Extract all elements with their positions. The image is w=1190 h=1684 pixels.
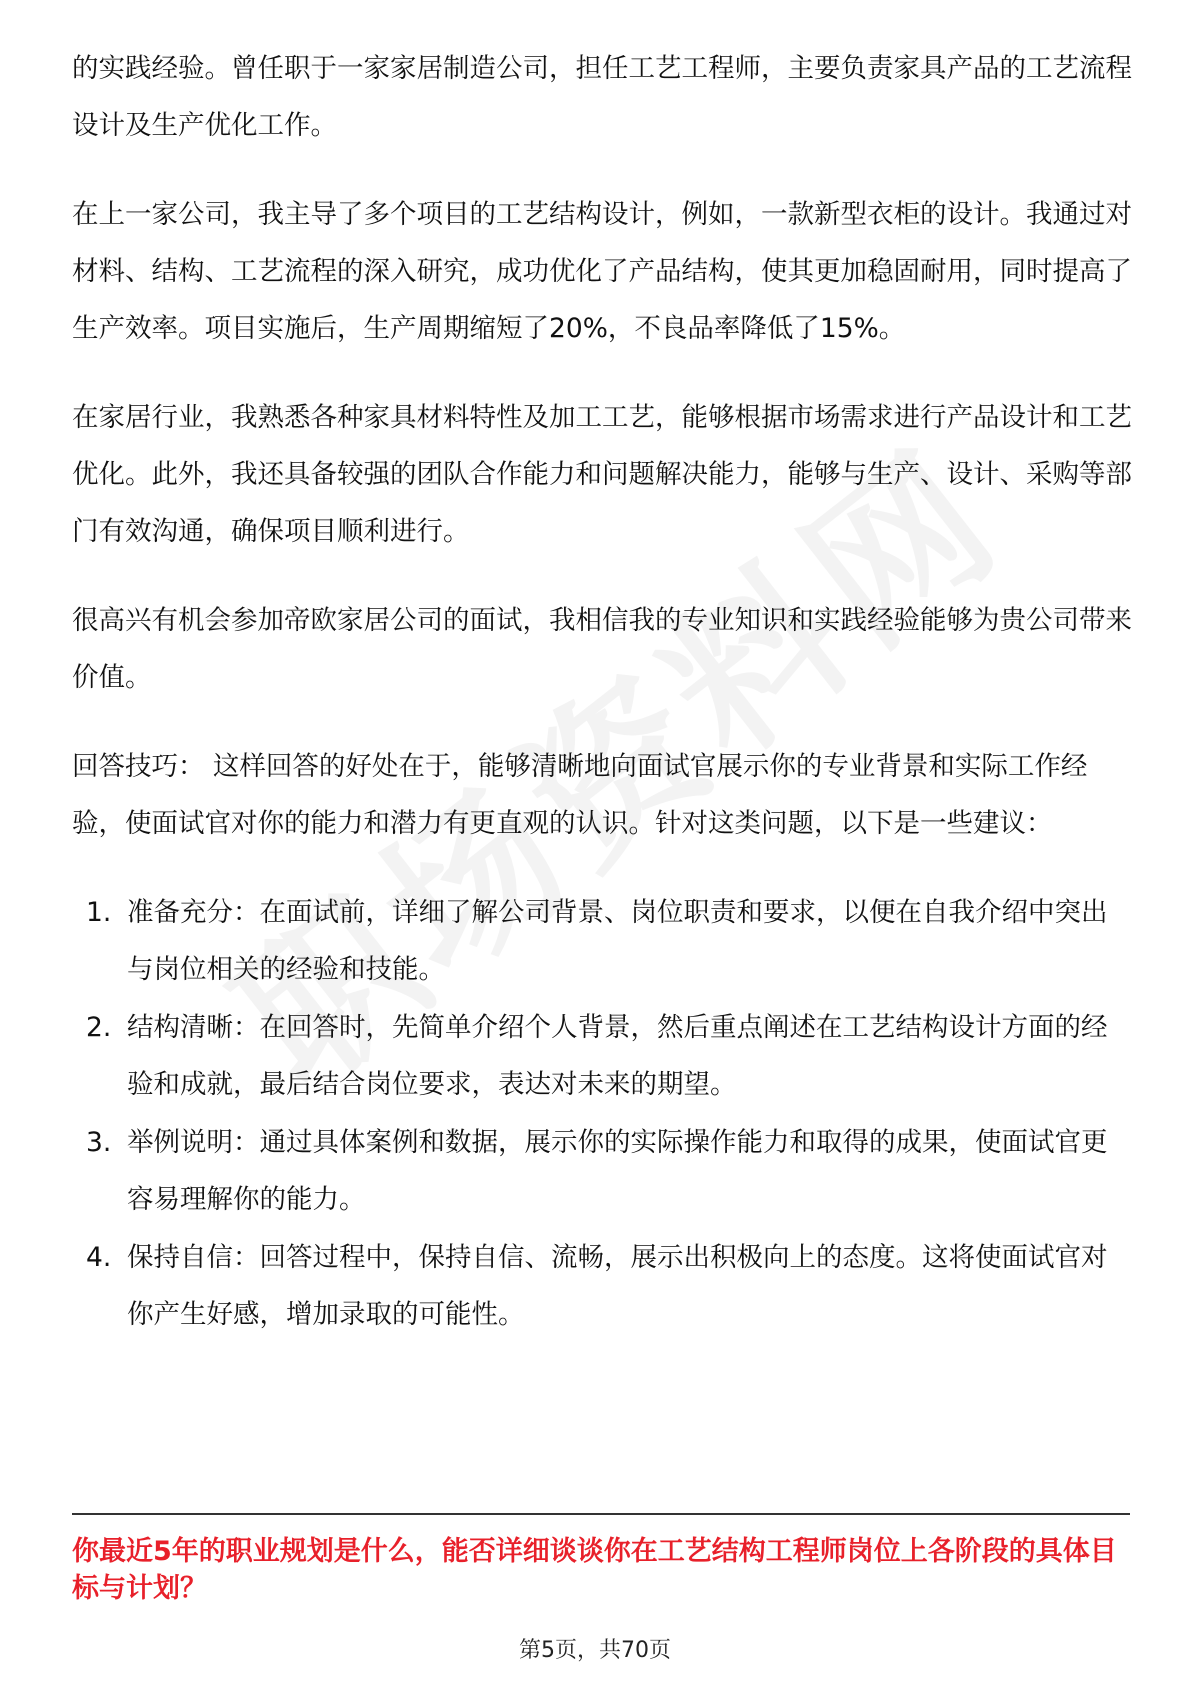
next-question-heading: 你最近5年的职业规划是什么，能否详细谈谈你在工艺结构工程师岗位上各阶段的具体目标与计划？ (72, 1536, 1117, 1604)
list-item-text: 举例说明：通过具体案例和数据，展示你的实际操作能力和取得的成果，使面试官更容易理解你的能力。 (127, 1127, 1108, 1215)
paragraph-closing: 很高兴有机会参加帝欧家居公司的面试，我相信我的专业知识和实践经验能够为贵公司带来价值。 (72, 605, 1132, 693)
list-item (72, 884, 1132, 998)
paragraph-industry-skills: 在家居行业，我熟悉各种家具材料特性及加工工艺，能够根据市场需求进行产品设计和工艺优化。此外，我还具备较强的团队合作能力和问题解决能力，能够与生产、设计、采购等部门有效沟通，确保项目顺利进行。 (72, 402, 1132, 547)
paragraph-answer-tips: 回答技巧： 这样回答的好处在于，能够清晰地向面试官展示你的专业背景和实际工作经验，使面试官对你的能力和潜力有更直观的认识。针对这类问题，以下是一些建议： (72, 751, 1088, 839)
list-item-text: 结构清晰：在回答时，先简单介绍个人背景，然后重点阐述在工艺结构设计方面的经验和成就，最后结合岗位要求，表达对未来的期望。 (127, 1012, 1108, 1100)
list-item (72, 1229, 1132, 1343)
paragraph-project-experience: 在上一家公司，我主导了多个项目的工艺结构设计，例如，一款新型衣柜的设计。我通过对材料、结构、工艺流程的深入研究，成功优化了产品结构，使其更加稳固耐用，同时提高了生产效率。项目实施后，生产周期缩短了20%，不良品率降低了15%。 (72, 199, 1132, 344)
section-divider (72, 1513, 1130, 1515)
document-body (72, 40, 1132, 1344)
list-item-text: 保持自信：回答过程中，保持自信、流畅，展示出积极向上的态度。这将使面试官对你产生好感，增加录取的可能性。 (127, 1242, 1108, 1330)
list-item (72, 1114, 1132, 1228)
paragraph-experience-intro: 的实践经验。曾任职于一家家居制造公司，担任工艺工程师，主要负责家具产品的工艺流程设计及生产优化工作。 (72, 53, 1132, 141)
list-item-number: 1. (86, 897, 112, 928)
tips-list (72, 884, 1132, 1343)
list-item-text: 准备充分：在面试前，详细了解公司背景、岗位职责和要求，以便在自我介绍中突出与岗位相关的经验和技能。 (127, 897, 1108, 985)
list-item-number: 3. (86, 1127, 112, 1158)
page-number: 第5页，共70页 (519, 1638, 671, 1663)
list-item-number: 2. (86, 1012, 112, 1043)
list-item-number: 4. (86, 1242, 112, 1273)
list-item (72, 999, 1132, 1113)
